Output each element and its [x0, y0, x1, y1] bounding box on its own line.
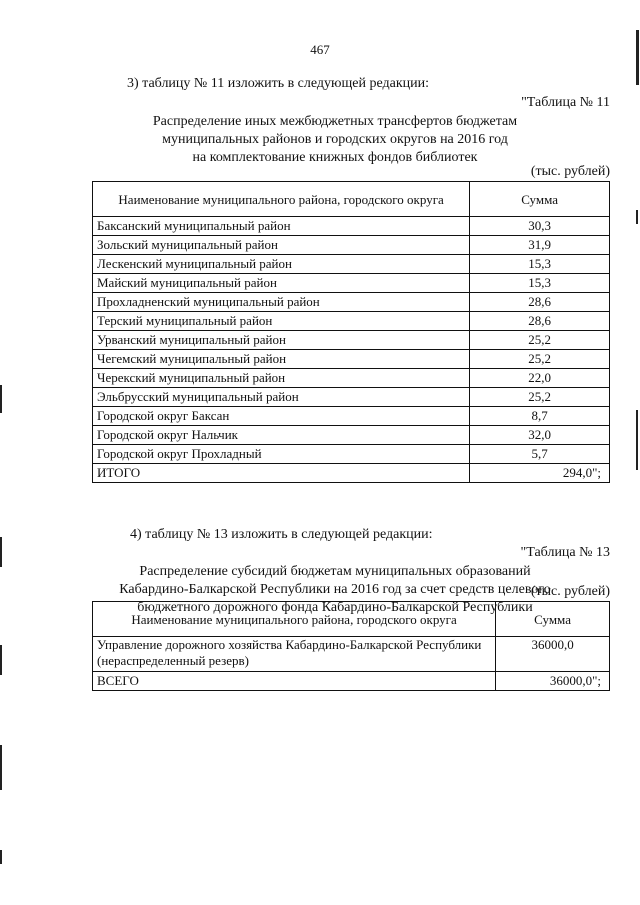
scan-edge-mark [636, 210, 638, 224]
row-sum: 28,6 [470, 293, 610, 312]
row-name: Баксанский муниципальный район [93, 217, 470, 236]
scan-edge-mark [0, 537, 2, 567]
row-name: Управление дорожного хозяйства Кабардино-Балкарской Республики (нераспределенный резерв) [93, 637, 496, 672]
title-line: Распределение иных межбюджетных трансфертов бюджетам [152, 114, 518, 129]
row-sum: 25,2 [470, 388, 610, 407]
table-11-reference: "Таблица № 11 [521, 95, 610, 110]
total-sum: 36000,0"; [496, 672, 610, 691]
table-row [93, 293, 610, 312]
row-name: Городской округ Нальчик [93, 426, 470, 445]
row-sum: 22,0 [470, 369, 610, 388]
table-row [93, 217, 610, 236]
scan-edge-mark [0, 385, 2, 413]
row-sum: 15,3 [470, 255, 610, 274]
table-13-reference: "Таблица № 13 [520, 545, 610, 560]
row-sum: 32,0 [470, 426, 610, 445]
table-row [93, 426, 610, 445]
total-label: ВСЕГО [93, 672, 496, 691]
instruction-table-11: 3) таблицу № 11 изложить в следующей редакции: [127, 76, 430, 91]
row-name: Эльбрусский муниципальный район [93, 388, 470, 407]
header-sum: Сумма [496, 602, 610, 637]
title-line: Кабардино-Балкарской Республики на 2016 год за счет средств целевого [119, 582, 551, 597]
row-name: Майский муниципальный район [93, 274, 470, 293]
title-line: Распределение субсидий бюджетам муниципальных образований [139, 564, 531, 579]
table-row [93, 236, 610, 255]
row-name: Прохладненский муниципальный район [93, 293, 470, 312]
row-sum: 15,3 [470, 274, 610, 293]
table-header-row [93, 182, 610, 217]
table-row [93, 388, 610, 407]
row-sum: 5,7 [470, 445, 610, 464]
row-sum: 8,7 [470, 407, 610, 426]
table-11-unit: (тыс. рублей) [530, 164, 610, 179]
instruction-table-13: 4) таблицу № 13 изложить в следующей редакции: [130, 527, 433, 542]
table-row [93, 445, 610, 464]
row-name: Черекский муниципальный район [93, 369, 470, 388]
total-label: ИТОГО [93, 464, 470, 483]
scan-edge-mark [0, 850, 2, 864]
header-name: Наименование муниципального района, городского округа [93, 602, 496, 637]
page-number: 467 [310, 42, 330, 57]
table-row [93, 350, 610, 369]
total-sum: 294,0"; [470, 464, 610, 483]
table-header-row [93, 602, 610, 637]
title-line: на комплектование книжных фондов библиотек [192, 150, 478, 165]
row-sum: 30,3 [470, 217, 610, 236]
row-sum: 28,6 [470, 312, 610, 331]
table-11 [92, 181, 610, 483]
row-name: Зольский муниципальный район [93, 236, 470, 255]
table-row [93, 274, 610, 293]
row-sum: 36000,0 [496, 637, 610, 672]
table-row [93, 407, 610, 426]
row-name: Лескенский муниципальный район [93, 255, 470, 274]
row-name: Урванский муниципальный район [93, 331, 470, 350]
header-name: Наименование муниципального района, городского округа [93, 182, 470, 217]
row-sum: 25,2 [470, 331, 610, 350]
table-row [93, 331, 610, 350]
row-name: Терский муниципальный район [93, 312, 470, 331]
table-row [93, 637, 610, 672]
title-line: бюджетного дорожного фонда Кабардино-Балкарской Республики [137, 600, 533, 615]
table-row [93, 369, 610, 388]
scan-edge-mark [636, 30, 639, 85]
header-sum: Сумма [470, 182, 610, 217]
row-sum: 25,2 [470, 350, 610, 369]
row-name: Городской округ Прохладный [93, 445, 470, 464]
title-line: муниципальных районов и городских округов на 2016 год [162, 132, 508, 147]
table-13 [92, 601, 610, 691]
scan-edge-mark [636, 410, 638, 470]
scan-edge-mark [0, 745, 2, 790]
table-11-title [60, 113, 610, 167]
table-13-unit: (тыс. рублей) [530, 584, 610, 599]
row-sum: 31,9 [470, 236, 610, 255]
table-row [93, 255, 610, 274]
total-row [93, 464, 610, 483]
total-row [93, 672, 610, 691]
row-name: Городской округ Баксан [93, 407, 470, 426]
row-name: Чегемский муниципальный район [93, 350, 470, 369]
table-row [93, 312, 610, 331]
scan-edge-mark [0, 645, 2, 675]
